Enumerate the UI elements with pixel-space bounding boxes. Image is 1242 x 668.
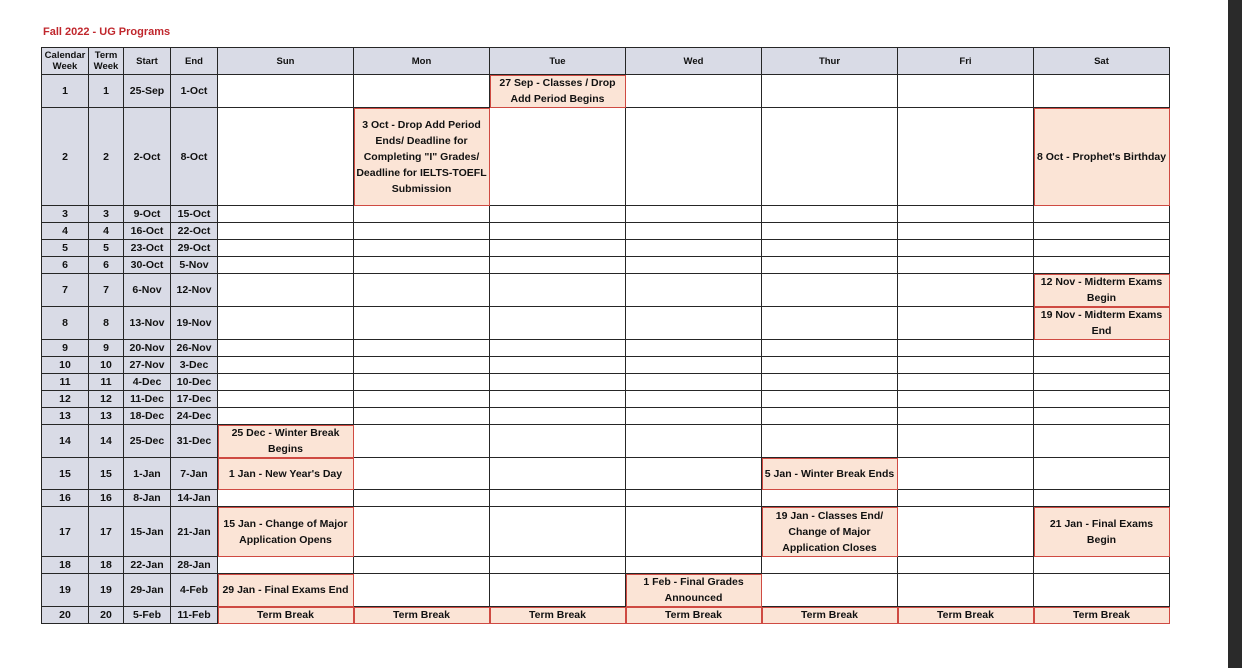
end-date-cell: 8-Oct	[171, 108, 218, 206]
day-cell-sun	[218, 108, 354, 206]
calendar-week-cell: 12	[42, 391, 89, 408]
day-cell-sat	[1034, 223, 1170, 240]
calendar-week-cell: 10	[42, 357, 89, 374]
calendar-week-cell: 17	[42, 507, 89, 557]
week-row	[42, 391, 1170, 408]
day-cell-wed	[626, 340, 762, 357]
day-cell-tue	[490, 340, 626, 357]
end-date-cell: 17-Dec	[171, 391, 218, 408]
day-cell-tue	[490, 274, 626, 307]
day-cell-sun	[218, 374, 354, 391]
week-row	[42, 490, 1170, 507]
event-cell-thur: 5 Jan - Winter Break Ends	[762, 458, 898, 490]
day-cell-tue	[490, 257, 626, 274]
day-cell-sat	[1034, 490, 1170, 507]
event-cell-thur: 19 Jan - Classes End/ Change of Major Application Closes	[762, 507, 898, 557]
day-cell-thur	[762, 340, 898, 357]
end-date-cell: 21-Jan	[171, 507, 218, 557]
week-row	[42, 240, 1170, 257]
start-date-cell: 18-Dec	[124, 408, 171, 425]
day-cell-fri	[898, 108, 1034, 206]
header-row	[42, 48, 1170, 75]
day-cell-fri	[898, 75, 1034, 108]
calendar-week-cell: 11	[42, 374, 89, 391]
term-week-cell: 10	[89, 357, 124, 374]
day-cell-fri	[898, 307, 1034, 340]
day-cell-wed	[626, 391, 762, 408]
week-row	[42, 206, 1170, 223]
day-cell-sun	[218, 223, 354, 240]
day-cell-thur	[762, 108, 898, 206]
start-date-cell: 5-Feb	[124, 607, 171, 624]
day-cell-tue	[490, 557, 626, 574]
day-cell-fri	[898, 425, 1034, 458]
day-cell-sun	[218, 557, 354, 574]
day-cell-tue	[490, 490, 626, 507]
day-cell-fri	[898, 357, 1034, 374]
start-date-cell: 27-Nov	[124, 357, 171, 374]
day-cell-mon	[354, 490, 490, 507]
day-cell-sat	[1034, 374, 1170, 391]
term-week-cell: 2	[89, 108, 124, 206]
day-cell-mon	[354, 408, 490, 425]
term-week-cell: 19	[89, 574, 124, 607]
day-cell-wed	[626, 357, 762, 374]
day-cell-fri	[898, 490, 1034, 507]
day-cell-sun	[218, 307, 354, 340]
end-date-cell: 4-Feb	[171, 574, 218, 607]
calendar-week-cell: 4	[42, 223, 89, 240]
end-date-cell: 29-Oct	[171, 240, 218, 257]
event-cell-wed: Term Break	[626, 607, 762, 624]
day-cell-tue	[490, 108, 626, 206]
day-cell-thur	[762, 557, 898, 574]
end-date-cell: 1-Oct	[171, 75, 218, 108]
week-row	[42, 108, 1170, 206]
day-cell-tue	[490, 458, 626, 490]
start-date-cell: 25-Dec	[124, 425, 171, 458]
event-cell-tue: 27 Sep - Classes / Drop Add Period Begins	[490, 75, 626, 108]
header-start: Start	[124, 48, 171, 75]
day-cell-wed	[626, 490, 762, 507]
day-cell-sat	[1034, 340, 1170, 357]
event-cell-sat: 21 Jan - Final Exams Begin	[1034, 507, 1170, 557]
day-cell-fri	[898, 408, 1034, 425]
term-week-cell: 3	[89, 206, 124, 223]
term-week-cell: 13	[89, 408, 124, 425]
day-cell-thur	[762, 574, 898, 607]
day-cell-wed	[626, 557, 762, 574]
day-cell-sat	[1034, 458, 1170, 490]
start-date-cell: 1-Jan	[124, 458, 171, 490]
day-cell-mon	[354, 307, 490, 340]
day-cell-mon	[354, 274, 490, 307]
term-week-cell: 18	[89, 557, 124, 574]
calendar-week-cell: 13	[42, 408, 89, 425]
end-date-cell: 11-Feb	[171, 607, 218, 624]
day-cell-mon	[354, 257, 490, 274]
header-term-week: Term Week	[89, 48, 124, 75]
end-date-cell: 5-Nov	[171, 257, 218, 274]
event-cell-sun: 29 Jan - Final Exams End	[218, 574, 354, 607]
end-date-cell: 7-Jan	[171, 458, 218, 490]
calendar-week-cell: 1	[42, 75, 89, 108]
day-cell-mon	[354, 507, 490, 557]
day-cell-fri	[898, 374, 1034, 391]
start-date-cell: 23-Oct	[124, 240, 171, 257]
calendar-week-cell: 14	[42, 425, 89, 458]
day-cell-wed	[626, 425, 762, 458]
week-row	[42, 75, 1170, 108]
event-cell-wed: 1 Feb - Final Grades Announced	[626, 574, 762, 607]
start-date-cell: 25-Sep	[124, 75, 171, 108]
header-thur: Thur	[762, 48, 898, 75]
end-date-cell: 24-Dec	[171, 408, 218, 425]
term-week-cell: 12	[89, 391, 124, 408]
day-cell-mon	[354, 374, 490, 391]
end-date-cell: 10-Dec	[171, 374, 218, 391]
event-cell-sun: Term Break	[218, 607, 354, 624]
day-cell-thur	[762, 408, 898, 425]
day-cell-sat	[1034, 574, 1170, 607]
day-cell-thur	[762, 391, 898, 408]
calendar-week-cell: 16	[42, 490, 89, 507]
term-week-cell: 6	[89, 257, 124, 274]
start-date-cell: 8-Jan	[124, 490, 171, 507]
day-cell-fri	[898, 206, 1034, 223]
header-calendar-week: Calendar Week	[42, 48, 89, 75]
day-cell-fri	[898, 557, 1034, 574]
day-cell-mon	[354, 206, 490, 223]
day-cell-wed	[626, 240, 762, 257]
header-tue: Tue	[490, 48, 626, 75]
start-date-cell: 30-Oct	[124, 257, 171, 274]
day-cell-tue	[490, 574, 626, 607]
day-cell-wed	[626, 257, 762, 274]
day-cell-thur	[762, 307, 898, 340]
week-row	[42, 425, 1170, 458]
day-cell-sat	[1034, 391, 1170, 408]
event-cell-fri: Term Break	[898, 607, 1034, 624]
event-cell-sat: Term Break	[1034, 607, 1170, 624]
week-row	[42, 257, 1170, 274]
day-cell-thur	[762, 75, 898, 108]
header-end: End	[171, 48, 218, 75]
day-cell-fri	[898, 223, 1034, 240]
calendar-week-cell: 18	[42, 557, 89, 574]
day-cell-wed	[626, 108, 762, 206]
calendar-week-cell: 3	[42, 206, 89, 223]
day-cell-thur	[762, 223, 898, 240]
term-week-cell: 4	[89, 223, 124, 240]
day-cell-tue	[490, 374, 626, 391]
day-cell-wed	[626, 507, 762, 557]
day-cell-sat	[1034, 557, 1170, 574]
header-sat: Sat	[1034, 48, 1170, 75]
day-cell-fri	[898, 274, 1034, 307]
calendar-week-cell: 19	[42, 574, 89, 607]
end-date-cell: 15-Oct	[171, 206, 218, 223]
end-date-cell: 19-Nov	[171, 307, 218, 340]
end-date-cell: 26-Nov	[171, 340, 218, 357]
day-cell-mon	[354, 391, 490, 408]
day-cell-thur	[762, 274, 898, 307]
day-cell-wed	[626, 223, 762, 240]
day-cell-sat	[1034, 357, 1170, 374]
day-cell-sat	[1034, 408, 1170, 425]
day-cell-sat	[1034, 425, 1170, 458]
term-week-cell: 1	[89, 75, 124, 108]
day-cell-sat	[1034, 75, 1170, 108]
week-row	[42, 507, 1170, 557]
day-cell-tue	[490, 408, 626, 425]
start-date-cell: 22-Jan	[124, 557, 171, 574]
header-wed: Wed	[626, 48, 762, 75]
end-date-cell: 31-Dec	[171, 425, 218, 458]
day-cell-mon	[354, 574, 490, 607]
day-cell-wed	[626, 458, 762, 490]
week-row	[42, 458, 1170, 490]
day-cell-mon	[354, 240, 490, 257]
term-week-cell: 5	[89, 240, 124, 257]
end-date-cell: 12-Nov	[171, 274, 218, 307]
day-cell-thur	[762, 206, 898, 223]
day-cell-mon	[354, 75, 490, 108]
day-cell-thur	[762, 240, 898, 257]
week-row	[42, 307, 1170, 340]
term-week-cell: 11	[89, 374, 124, 391]
event-cell-sun: 15 Jan - Change of Major Application Opens	[218, 507, 354, 557]
start-date-cell: 6-Nov	[124, 274, 171, 307]
end-date-cell: 3-Dec	[171, 357, 218, 374]
day-cell-sun	[218, 206, 354, 223]
day-cell-tue	[490, 223, 626, 240]
day-cell-fri	[898, 507, 1034, 557]
week-row	[42, 574, 1170, 607]
end-date-cell: 22-Oct	[171, 223, 218, 240]
day-cell-sun	[218, 391, 354, 408]
start-date-cell: 13-Nov	[124, 307, 171, 340]
day-cell-fri	[898, 574, 1034, 607]
day-cell-wed	[626, 408, 762, 425]
day-cell-thur	[762, 257, 898, 274]
day-cell-wed	[626, 374, 762, 391]
end-date-cell: 28-Jan	[171, 557, 218, 574]
day-cell-thur	[762, 374, 898, 391]
start-date-cell: 15-Jan	[124, 507, 171, 557]
day-cell-tue	[490, 425, 626, 458]
term-week-cell: 16	[89, 490, 124, 507]
day-cell-wed	[626, 274, 762, 307]
event-cell-sat: 19 Nov - Midterm Exams End	[1034, 307, 1170, 340]
event-cell-sun: 25 Dec - Winter Break Begins	[218, 425, 354, 458]
day-cell-mon	[354, 458, 490, 490]
calendar-week-cell: 20	[42, 607, 89, 624]
viewer-edge	[1228, 0, 1242, 668]
day-cell-tue	[490, 391, 626, 408]
event-cell-sun: 1 Jan - New Year's Day	[218, 458, 354, 490]
day-cell-sun	[218, 257, 354, 274]
week-row	[42, 557, 1170, 574]
day-cell-sun	[218, 75, 354, 108]
page-title: Fall 2022 - UG Programs	[43, 26, 171, 38]
day-cell-sun	[218, 340, 354, 357]
start-date-cell: 4-Dec	[124, 374, 171, 391]
day-cell-sun	[218, 408, 354, 425]
week-row	[42, 374, 1170, 391]
day-cell-sun	[218, 274, 354, 307]
calendar-week-cell: 8	[42, 307, 89, 340]
header-fri: Fri	[898, 48, 1034, 75]
week-row	[42, 274, 1170, 307]
week-row	[42, 357, 1170, 374]
day-cell-fri	[898, 340, 1034, 357]
calendar-week-cell: 15	[42, 458, 89, 490]
start-date-cell: 11-Dec	[124, 391, 171, 408]
term-week-cell: 20	[89, 607, 124, 624]
day-cell-sat	[1034, 206, 1170, 223]
academic-calendar-table	[41, 47, 1170, 624]
start-date-cell: 16-Oct	[124, 223, 171, 240]
day-cell-fri	[898, 257, 1034, 274]
day-cell-mon	[354, 557, 490, 574]
end-date-cell: 14-Jan	[171, 490, 218, 507]
day-cell-sun	[218, 240, 354, 257]
day-cell-thur	[762, 357, 898, 374]
week-row	[42, 607, 1170, 624]
start-date-cell: 9-Oct	[124, 206, 171, 223]
day-cell-mon	[354, 223, 490, 240]
term-week-cell: 15	[89, 458, 124, 490]
event-cell-tue: Term Break	[490, 607, 626, 624]
calendar-week-cell: 6	[42, 257, 89, 274]
day-cell-tue	[490, 507, 626, 557]
event-cell-mon: Term Break	[354, 607, 490, 624]
day-cell-sat	[1034, 257, 1170, 274]
day-cell-tue	[490, 240, 626, 257]
header-mon: Mon	[354, 48, 490, 75]
day-cell-thur	[762, 425, 898, 458]
day-cell-tue	[490, 357, 626, 374]
day-cell-fri	[898, 391, 1034, 408]
day-cell-mon	[354, 340, 490, 357]
day-cell-tue	[490, 206, 626, 223]
week-row	[42, 340, 1170, 357]
day-cell-wed	[626, 206, 762, 223]
term-week-cell: 14	[89, 425, 124, 458]
term-week-cell: 8	[89, 307, 124, 340]
day-cell-sat	[1034, 240, 1170, 257]
day-cell-fri	[898, 240, 1034, 257]
week-row	[42, 223, 1170, 240]
day-cell-mon	[354, 425, 490, 458]
calendar-week-cell: 5	[42, 240, 89, 257]
event-cell-mon: 3 Oct - Drop Add Period Ends/ Deadline for Completing "I" Grades/ Deadline for IELTS-TOEFL Submission	[354, 108, 490, 206]
day-cell-fri	[898, 458, 1034, 490]
event-cell-sat: 12 Nov - Midterm Exams Begin	[1034, 274, 1170, 307]
start-date-cell: 20-Nov	[124, 340, 171, 357]
calendar-week-cell: 9	[42, 340, 89, 357]
term-week-cell: 7	[89, 274, 124, 307]
day-cell-sun	[218, 490, 354, 507]
term-week-cell: 17	[89, 507, 124, 557]
event-cell-sat: 8 Oct - Prophet's Birthday	[1034, 108, 1170, 206]
calendar-week-cell: 2	[42, 108, 89, 206]
week-row	[42, 408, 1170, 425]
day-cell-mon	[354, 357, 490, 374]
day-cell-tue	[490, 307, 626, 340]
calendar-week-cell: 7	[42, 274, 89, 307]
event-cell-thur: Term Break	[762, 607, 898, 624]
header-sun: Sun	[218, 48, 354, 75]
day-cell-wed	[626, 307, 762, 340]
term-week-cell: 9	[89, 340, 124, 357]
day-cell-thur	[762, 490, 898, 507]
start-date-cell: 29-Jan	[124, 574, 171, 607]
start-date-cell: 2-Oct	[124, 108, 171, 206]
day-cell-wed	[626, 75, 762, 108]
day-cell-sun	[218, 357, 354, 374]
